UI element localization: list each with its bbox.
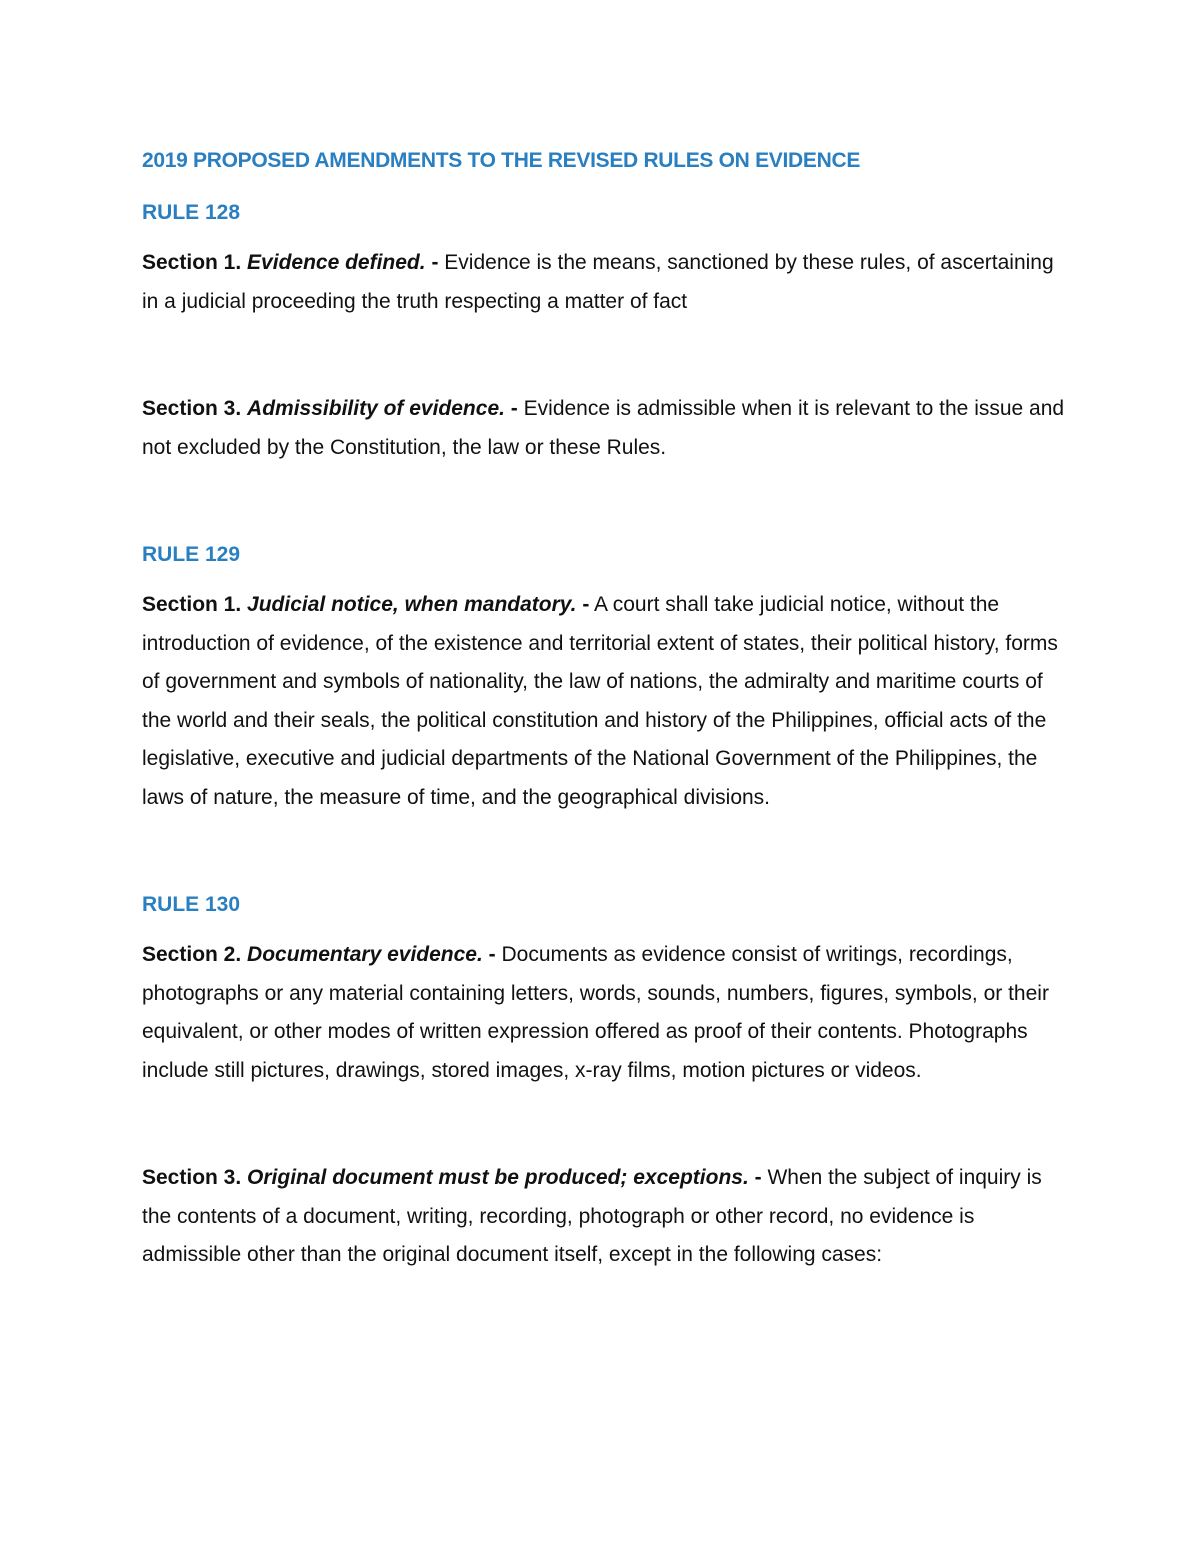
section-dash: - (431, 251, 439, 274)
paragraph-gap (142, 1090, 1072, 1159)
section-paragraph (142, 390, 1072, 467)
section-title: Documentary evidence. (247, 943, 483, 966)
section-dash: - (582, 593, 590, 616)
section-body: Documents as evidence consist of writings, recordings, photographs or any material containing letters, words, sounds, numbers, figures, symbols, or their equivalent, or other modes of written expression offered as proof of their contents. Photographs include still pictures, drawings, stored images, x-ray films, motion pictures or videos. (142, 943, 1049, 1082)
document-page (142, 142, 1072, 1275)
paragraph-gap (142, 321, 1072, 390)
rule-heading: RULE 130 (142, 893, 241, 916)
section-title: Judicial notice, when mandatory. (247, 593, 577, 616)
section-dash: - (510, 397, 518, 420)
section-paragraph (142, 244, 1072, 321)
rule-heading: RULE 128 (142, 201, 241, 224)
section-body: Evidence is admissible when it is relevant to the issue and not excluded by the Constitution, the law or these Rules. (142, 397, 1065, 459)
rule-block (142, 886, 1072, 1275)
rule-block (142, 194, 1072, 536)
section-dash: - (488, 943, 496, 966)
section-paragraph (142, 936, 1072, 1090)
section-body: Evidence is the means, sanctioned by these rules, of ascertaining in a judicial proceeding the truth respecting a matter of fact (142, 251, 1054, 313)
paragraph-gap (142, 817, 1072, 886)
section-number: Section 1. (142, 251, 242, 274)
section-paragraph (142, 1159, 1072, 1275)
section-number: Section 2. (142, 943, 242, 966)
rule-heading: RULE 129 (142, 543, 241, 566)
paragraph-gap (142, 467, 1072, 536)
section-title: Evidence defined. (247, 251, 426, 274)
section-title: Original document must be produced; exceptions. (247, 1166, 749, 1189)
document-title: 2019 PROPOSED AMENDMENTS TO THE REVISED RULES ON EVIDENCE (142, 149, 861, 172)
section-body: When the subject of inquiry is the contents of a document, writing, recording, photograph or other record, no evidence is admissible other than the original document itself, except in the following cases: (142, 1166, 1042, 1266)
rule-block (142, 536, 1072, 886)
section-number: Section 3. (142, 397, 242, 420)
section-paragraph (142, 586, 1072, 817)
section-number: Section 3. (142, 1166, 242, 1189)
section-dash: - (754, 1166, 762, 1189)
section-title: Admissibility of evidence. (247, 397, 505, 420)
section-number: Section 1. (142, 593, 242, 616)
section-body: A court shall take judicial notice, without the introduction of evidence, of the existence and territorial extent of states, their political history, forms of government and symbols of nationality, the law of nations, the admiralty and maritime courts of the world and their seals, the political constitution and history of the Philippines, official acts of the legislative, executive and judicial departments of the National Government of the Philippines, the laws of nature, the measure of time, and the geographical divisions. (142, 593, 1058, 809)
